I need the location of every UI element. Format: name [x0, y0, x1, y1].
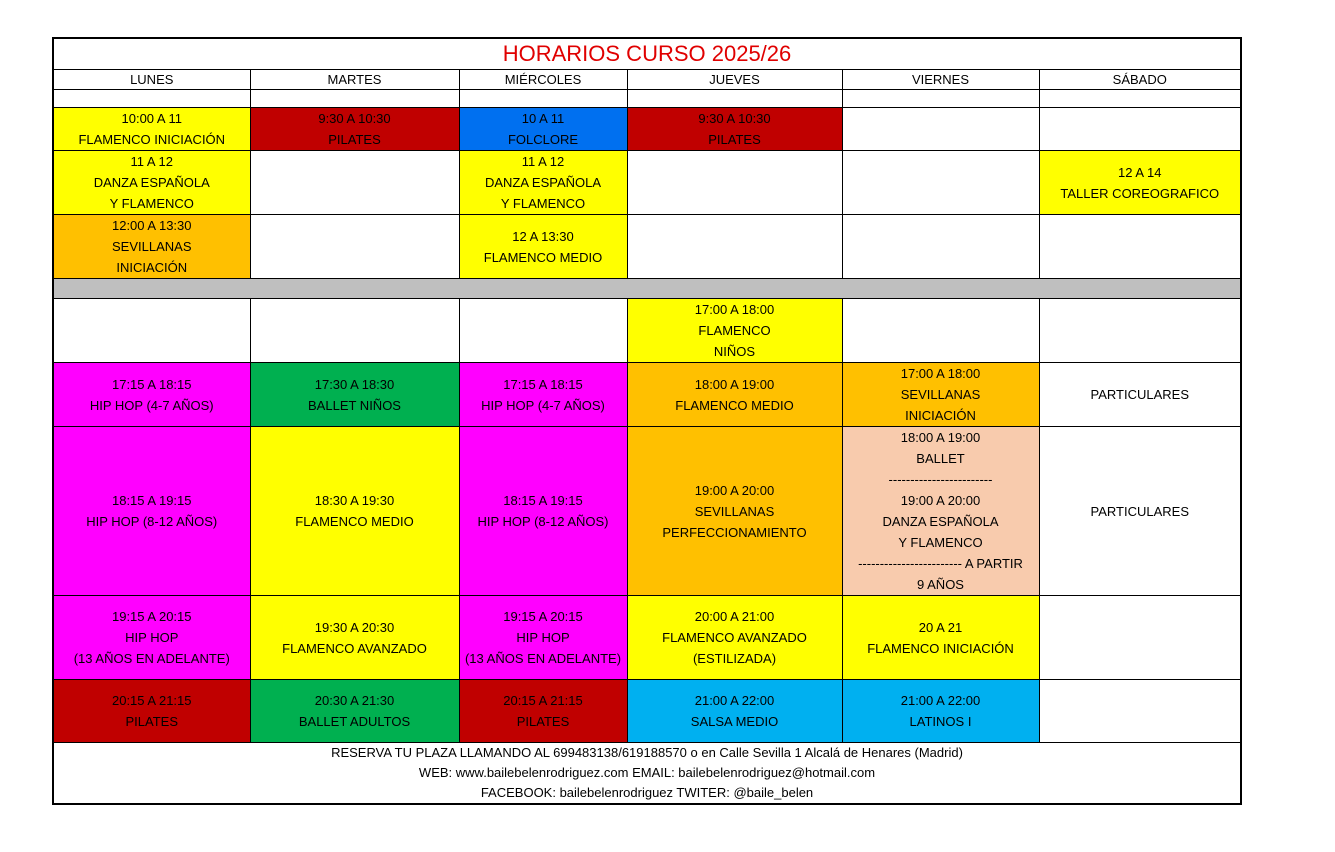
empty-slot	[1039, 299, 1241, 363]
slot-line: HIP HOP (8-12 AÑOS)	[477, 514, 609, 529]
blank-row	[53, 90, 1241, 108]
blank-cell	[842, 90, 1039, 108]
empty-slot	[842, 108, 1039, 151]
class-slot	[459, 596, 627, 680]
slot-line: FOLCLORE	[507, 132, 579, 147]
empty-slot	[250, 151, 459, 215]
slot-line: PILATES	[516, 714, 570, 729]
morning-row	[53, 108, 1241, 151]
slot-line: 17:15 A 18:15	[503, 376, 583, 392]
slot-line: ------------------------	[888, 472, 993, 487]
slot-line: FLAMENCO AVANZADO	[662, 630, 807, 645]
slot-line: 19:15 A 20:15	[111, 609, 192, 624]
empty-slot	[627, 151, 842, 215]
slot-line: PARTICULARES	[1090, 387, 1189, 402]
class-slot	[842, 363, 1039, 427]
slot-line: 19:00 A 20:00	[694, 482, 775, 498]
slot-line: PERFECCIONAMIENTO	[662, 524, 807, 540]
class-slot	[627, 596, 842, 680]
slot-line: PILATES	[125, 714, 178, 729]
class-slot	[53, 680, 250, 743]
slot-line: 17:30 A 18:30	[314, 376, 395, 392]
class-slot	[459, 363, 627, 427]
slot-line: FLAMENCO	[698, 323, 771, 338]
day-header-viernes: VIERNES	[842, 70, 1039, 90]
slot-line: 21:00 A 22:00	[900, 693, 981, 708]
class-slot	[1039, 363, 1241, 427]
slot-line: INICIACIÓN	[116, 260, 188, 275]
slot-line: 19:15 A 20:15	[503, 609, 583, 624]
morning-row	[53, 215, 1241, 279]
slot-line: BALLET	[916, 451, 965, 466]
slot-line: 18:00 A 19:00	[694, 376, 775, 392]
class-slot	[250, 108, 459, 151]
slot-line: BALLET ADULTOS	[298, 714, 411, 729]
blank-cell	[1039, 90, 1241, 108]
slot-line: 11 A 12	[130, 154, 173, 169]
class-slot	[459, 108, 627, 151]
footer-line: RESERVA TU PLAZA LLAMANDO AL 699483138/619188570 o en Calle Sevilla 1 Alcalá de Henares (Madrid)	[331, 745, 963, 760]
slot-line: 18:30 A 19:30	[314, 493, 395, 508]
slot-line: LATINOS I	[909, 714, 972, 729]
slot-line: SEVILLANAS	[694, 503, 775, 519]
slot-line: 17:00 A 18:00	[694, 302, 775, 317]
day-header-sabado: SÁBADO	[1039, 70, 1241, 90]
footer-row	[53, 743, 1241, 805]
morning-row	[53, 151, 1241, 215]
empty-slot	[459, 299, 627, 363]
slot-line: 20:15 A 21:15	[111, 693, 192, 708]
contact-footer	[53, 743, 1241, 805]
slot-line: 18:15 A 19:15	[503, 493, 583, 508]
class-slot	[459, 151, 627, 215]
class-slot	[459, 215, 627, 279]
slot-line: DANZA ESPAÑOLA	[484, 175, 602, 190]
slot-line: 17:00 A 18:00	[900, 366, 981, 381]
empty-slot	[1039, 596, 1241, 680]
slot-line: HIP HOP (8-12 AÑOS)	[86, 514, 218, 529]
slot-line: 18:15 A 19:15	[111, 493, 192, 508]
slot-line: 21:00 A 22:00	[694, 693, 775, 708]
empty-slot	[250, 215, 459, 279]
class-slot	[53, 151, 250, 215]
blank-cell	[459, 90, 627, 108]
slot-line: DANZA ESPAÑOLA	[882, 514, 999, 529]
empty-slot	[1039, 680, 1241, 743]
slot-line: PARTICULARES	[1090, 503, 1189, 519]
slot-line: TALLER COREOGRAFICO	[1060, 185, 1220, 201]
day-header-martes: MARTES	[250, 70, 459, 90]
class-slot	[250, 596, 459, 680]
slot-line: HIP HOP (4-7 AÑOS)	[481, 397, 605, 413]
slot-line: SEVILLANAS	[900, 387, 981, 402]
afternoon-row	[53, 680, 1241, 743]
slot-line: HIP HOP	[125, 630, 179, 645]
slot-line: FLAMENCO MEDIO	[295, 514, 414, 529]
class-slot	[53, 108, 250, 151]
class-slot	[627, 108, 842, 151]
slot-line: NIÑOS	[713, 344, 756, 359]
slot-line: (ESTILIZADA)	[692, 651, 777, 666]
class-slot	[53, 427, 250, 596]
slot-line: PILATES	[708, 132, 761, 147]
slot-line: (13 AÑOS EN ADELANTE)	[464, 651, 622, 666]
slot-line: FLAMENCO INICIACIÓN	[867, 640, 1014, 656]
slot-line: 12 A 13:30	[512, 228, 574, 244]
class-slot	[459, 427, 627, 596]
class-slot	[1039, 151, 1241, 215]
empty-slot	[53, 299, 250, 363]
slot-line: 19:00 A 20:00	[900, 493, 981, 508]
slot-line: HIP HOP (4-7 AÑOS)	[89, 397, 214, 413]
slot-line: 18:00 A 19:00	[900, 430, 981, 445]
slot-line: Y FLAMENCO	[898, 535, 983, 550]
class-slot	[842, 596, 1039, 680]
class-slot	[250, 680, 459, 743]
slot-line: DANZA ESPAÑOLA	[93, 175, 210, 190]
day-header-lunes: LUNES	[53, 70, 250, 90]
class-slot	[53, 215, 250, 279]
class-slot	[53, 596, 250, 680]
slot-line: FLAMENCO AVANZADO	[282, 640, 427, 656]
slot-line: FLAMENCO INICIACIÓN	[78, 132, 226, 147]
afternoon-row	[53, 299, 1241, 363]
class-slot	[250, 363, 459, 427]
slot-line: 11 A 12	[521, 154, 565, 169]
class-slot	[1039, 427, 1241, 596]
slot-line: HIP HOP	[516, 630, 570, 645]
slot-line: 9 AÑOS	[917, 577, 964, 592]
blank-cell	[250, 90, 459, 108]
slot-line: 20:00 A 21:00	[694, 609, 775, 624]
slot-line: 10:00 A 11	[121, 111, 182, 126]
class-slot	[459, 680, 627, 743]
slot-line: SALSA MEDIO	[690, 714, 779, 729]
empty-slot	[250, 299, 459, 363]
separator-bar	[53, 279, 1241, 299]
slot-line: PILATES	[328, 132, 381, 147]
empty-slot	[1039, 215, 1241, 279]
slot-line: 20:15 A 21:15	[503, 693, 583, 708]
class-slot	[627, 427, 842, 596]
afternoon-row	[53, 427, 1241, 596]
slot-line: 10 A 11	[521, 111, 565, 126]
slot-line: 17:15 A 18:15	[111, 376, 192, 392]
blank-cell	[53, 90, 250, 108]
slot-line: Y FLAMENCO	[500, 196, 586, 211]
midday-separator	[53, 279, 1241, 299]
slot-line: ------------------------ A PARTIR	[858, 556, 1023, 571]
footer-line: WEB: www.bailebelenrodriguez.com EMAIL: bailebelenrodriguez@hotmail.com	[418, 765, 876, 780]
day-header-jueves: JUEVES	[627, 70, 842, 90]
class-slot	[250, 427, 459, 596]
empty-slot	[842, 299, 1039, 363]
empty-slot	[1039, 108, 1241, 151]
empty-slot	[842, 151, 1039, 215]
slot-line: FLAMENCO MEDIO	[483, 249, 603, 265]
afternoon-row	[53, 596, 1241, 680]
afternoon-row	[53, 363, 1241, 427]
days-header-row	[53, 70, 1241, 90]
empty-slot	[842, 215, 1039, 279]
class-slot	[842, 427, 1039, 596]
class-slot	[842, 680, 1039, 743]
blank-cell	[627, 90, 842, 108]
slot-line: SEVILLANAS	[112, 239, 192, 254]
schedule-table	[52, 37, 1242, 805]
slot-line: 20 A 21	[918, 619, 963, 635]
page-title: HORARIOS CURSO 2025/26	[53, 38, 1241, 70]
slot-line: 9:30 A 10:30	[698, 111, 771, 126]
slot-line: 12 A 14	[1118, 164, 1162, 180]
day-header-miercoles: MIÉRCOLES	[459, 70, 627, 90]
slot-line: INICIACIÓN	[905, 408, 976, 423]
slot-line: 20:30 A 21:30	[314, 693, 395, 708]
slot-line: Y FLAMENCO	[109, 196, 194, 211]
slot-line: FLAMENCO MEDIO	[675, 397, 794, 413]
class-slot	[53, 363, 250, 427]
slot-line: BALLET NIÑOS	[308, 397, 401, 413]
slot-line: 9:30 A 10:30	[318, 111, 391, 126]
class-slot	[627, 299, 842, 363]
class-slot	[627, 363, 842, 427]
slot-line: 19:30 A 20:30	[314, 619, 395, 635]
class-slot	[627, 680, 842, 743]
empty-slot	[627, 215, 842, 279]
slot-line: (13 AÑOS EN ADELANTE)	[73, 651, 230, 666]
footer-line: FACEBOOK: bailebelenrodriguez TWITER: @baile_belen	[480, 785, 814, 800]
slot-line: 12:00 A 13:30	[111, 218, 192, 233]
